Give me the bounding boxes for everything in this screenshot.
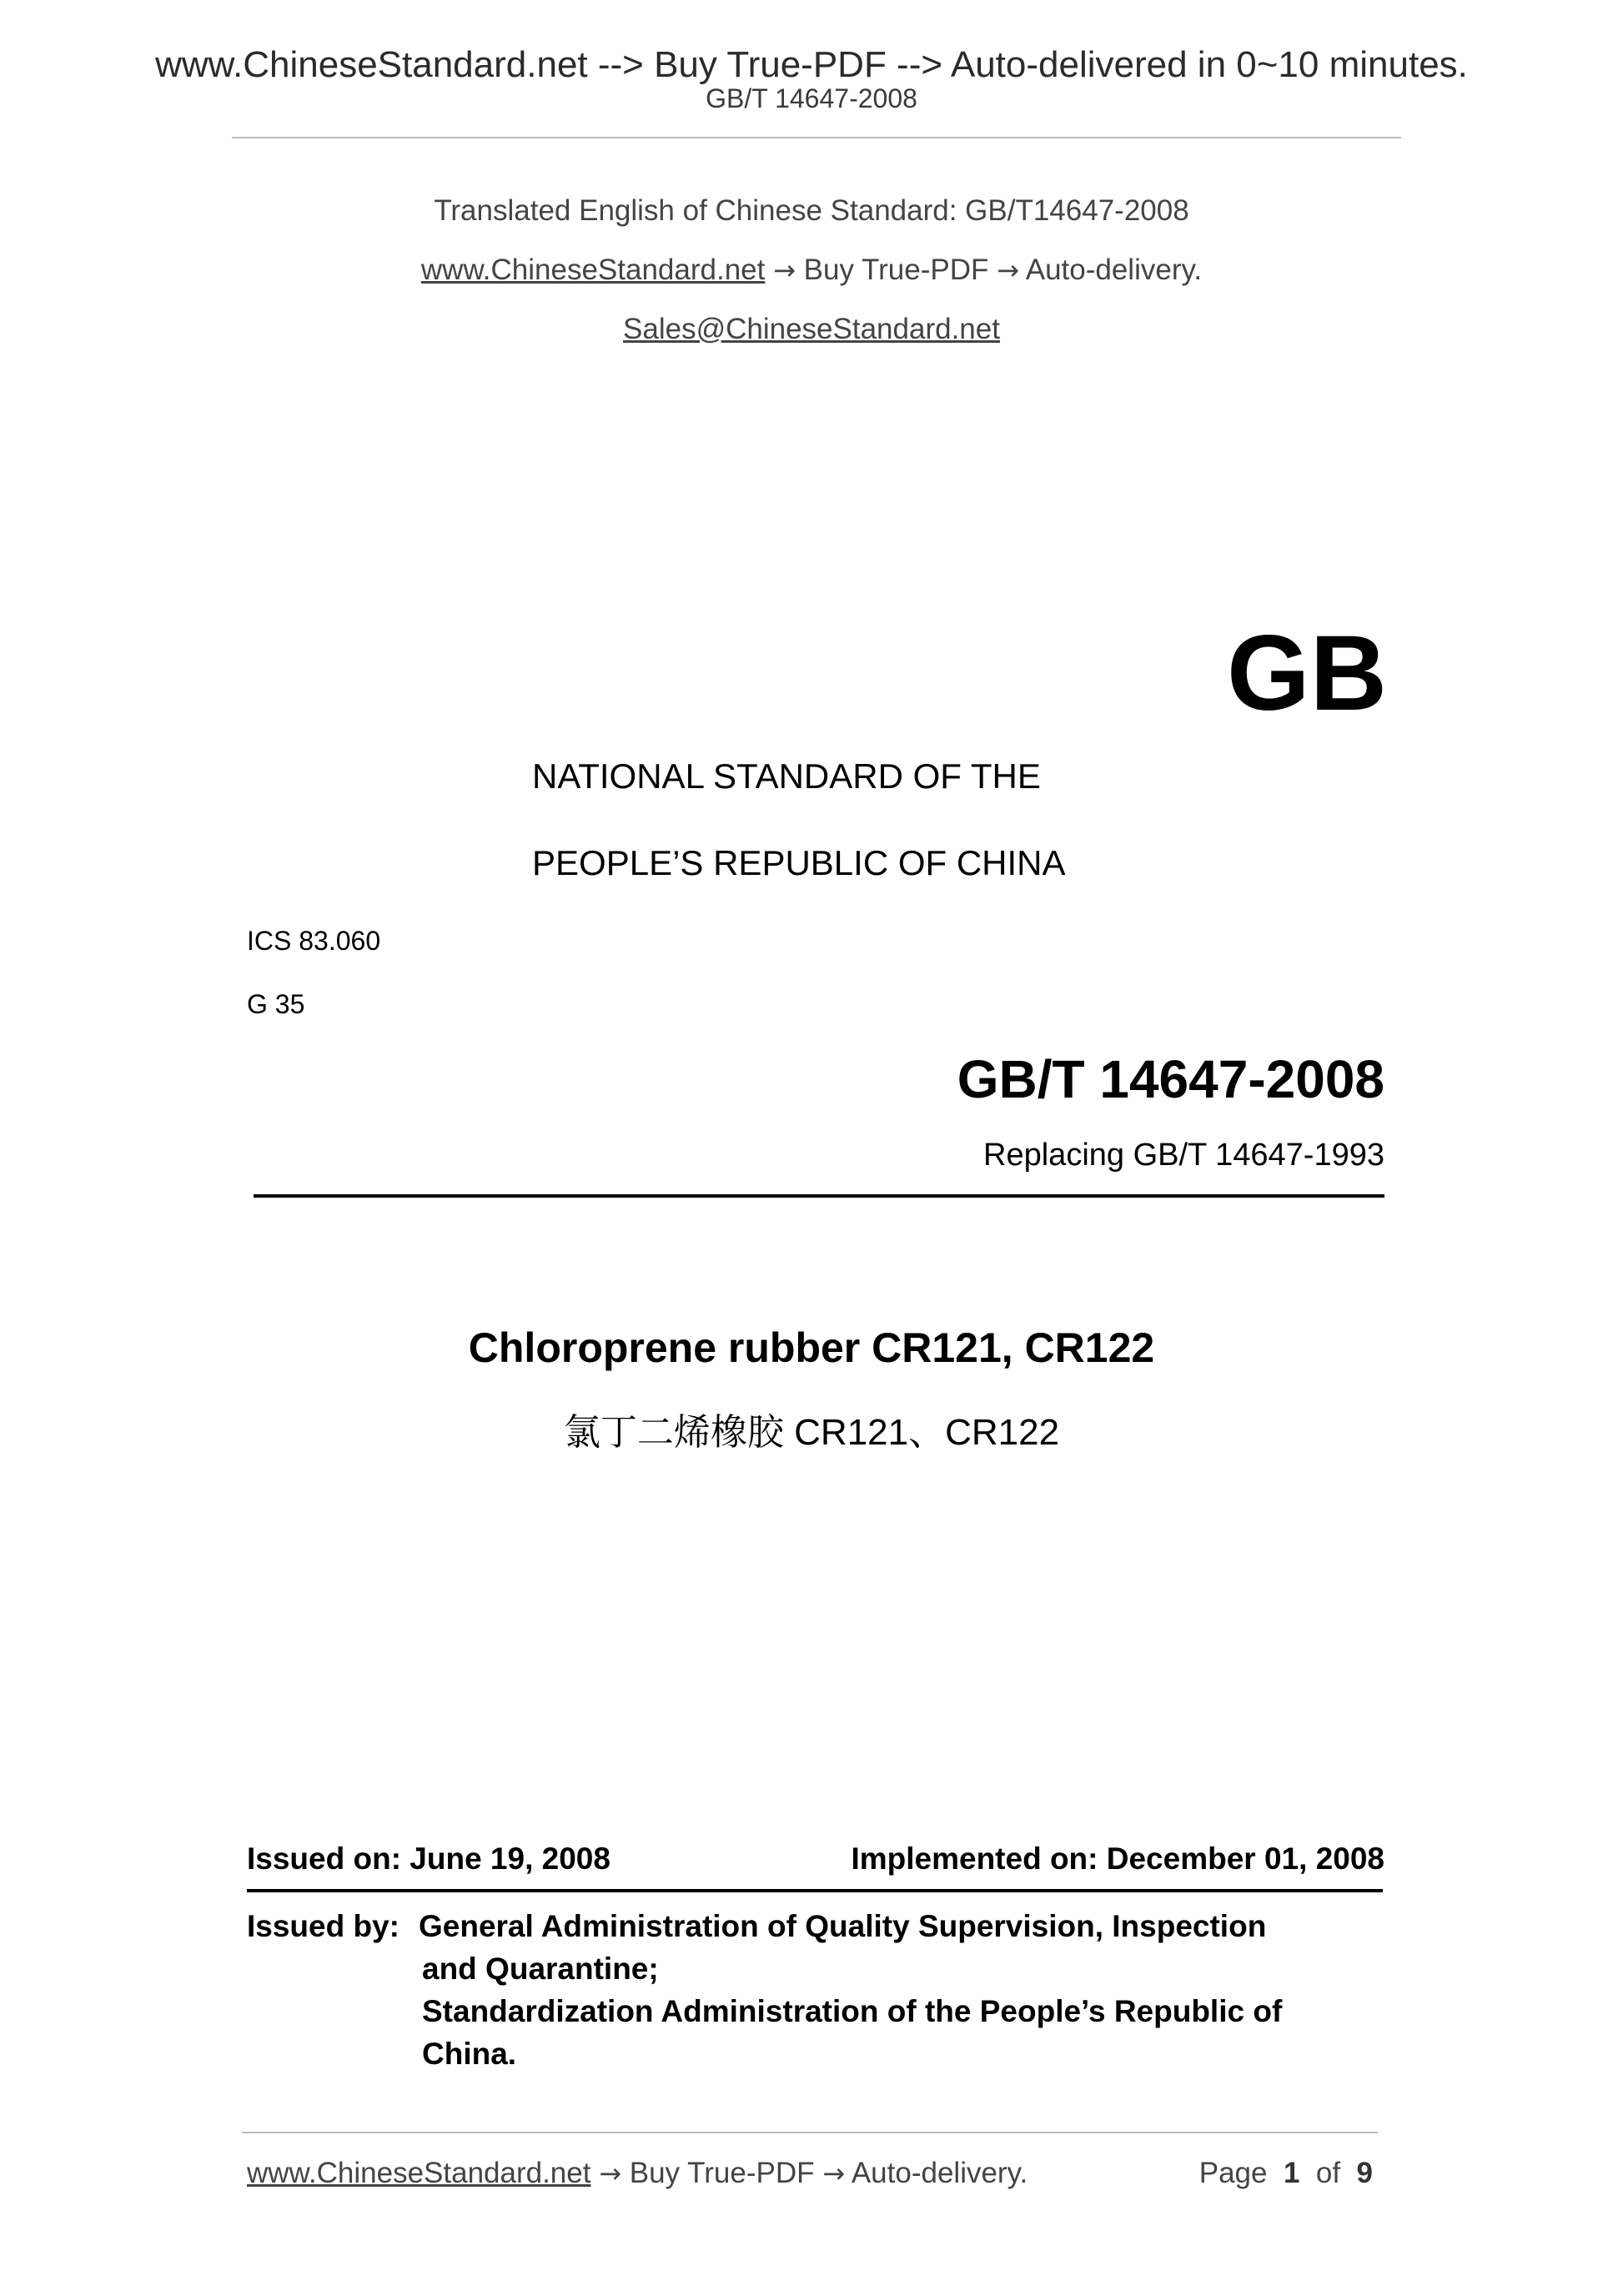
- email-line: [0, 312, 1623, 347]
- page-label: Page: [1198, 2157, 1268, 2189]
- ccs-code: G 35: [247, 989, 305, 1019]
- page-current: 1: [1283, 2157, 1300, 2189]
- issuer-line1: General Administration of Quality Supervision, Inspection: [419, 1909, 1267, 1943]
- page-total: 9: [1356, 2157, 1373, 2189]
- replacing-standard: Replacing GB/T 14647-1993: [983, 1138, 1384, 1173]
- footer-buy-pdf-text: Buy True-PDF: [629, 2157, 815, 2189]
- page-of: of: [1315, 2157, 1341, 2189]
- delivery-line: [0, 253, 1623, 288]
- header-divider: [232, 137, 1401, 138]
- footer-auto-delivery-text: Auto-delivery.: [851, 2157, 1028, 2189]
- title-divider: [254, 1194, 1384, 1198]
- header-standard-code: GB/T 14647-2008: [706, 83, 917, 113]
- sales-email-link[interactable]: Sales@ChineseStandard.net: [623, 313, 1000, 345]
- footer-divider: [242, 2132, 1378, 2133]
- dates-divider: [247, 1889, 1383, 1892]
- issued-by-label: Issued by:: [247, 1909, 399, 1943]
- implemented-on-date: Implemented on: December 01, 2008: [851, 1841, 1384, 1876]
- national-standard-line1: NATIONAL STANDARD OF THE: [532, 756, 1041, 796]
- page-indicator: [1199, 2155, 1373, 2192]
- document-title-english: Chloroprene rubber CR121, CR122: [468, 1324, 1155, 1371]
- standard-number: GB/T 14647-2008: [957, 1049, 1384, 1109]
- document-title-chinese: 氯丁二烯橡胶 CR121、CR122: [563, 1412, 1060, 1453]
- arrow-right-icon: →: [822, 2158, 846, 2189]
- national-standard-line2: PEOPLE’S REPUBLIC OF CHINA: [532, 843, 1066, 882]
- issued-on-date: Issued on: June 19, 2008: [247, 1841, 611, 1876]
- header-banner: www.ChineseStandard.net --> Buy True-PDF --> Auto-delivered in 0~10 minutes.: [155, 44, 1468, 85]
- auto-delivery-text: Auto-delivery.: [1025, 254, 1203, 286]
- issuer-line2: and Quarantine;: [422, 1952, 659, 1986]
- footer-delivery-line: [247, 2155, 1028, 2192]
- site-link[interactable]: www.ChineseStandard.net: [420, 254, 766, 286]
- issuer-line3: Standardization Administration of the People’s Republic of: [422, 1994, 1283, 2028]
- issuer-line4: China.: [422, 2037, 517, 2071]
- ics-code: ICS 83.060: [247, 926, 381, 956]
- arrow-right-icon: →: [599, 2158, 622, 2189]
- arrow-right-icon: →: [997, 254, 1019, 286]
- arrow-right-icon: →: [773, 254, 796, 286]
- translated-notice: Translated English of Chinese Standard: GB/T14647-2008: [434, 194, 1189, 227]
- gb-mark: GB: [1227, 614, 1387, 733]
- footer-site-link[interactable]: www.ChineseStandard.net: [247, 2157, 591, 2189]
- buy-pdf-text: Buy True-PDF: [803, 254, 989, 286]
